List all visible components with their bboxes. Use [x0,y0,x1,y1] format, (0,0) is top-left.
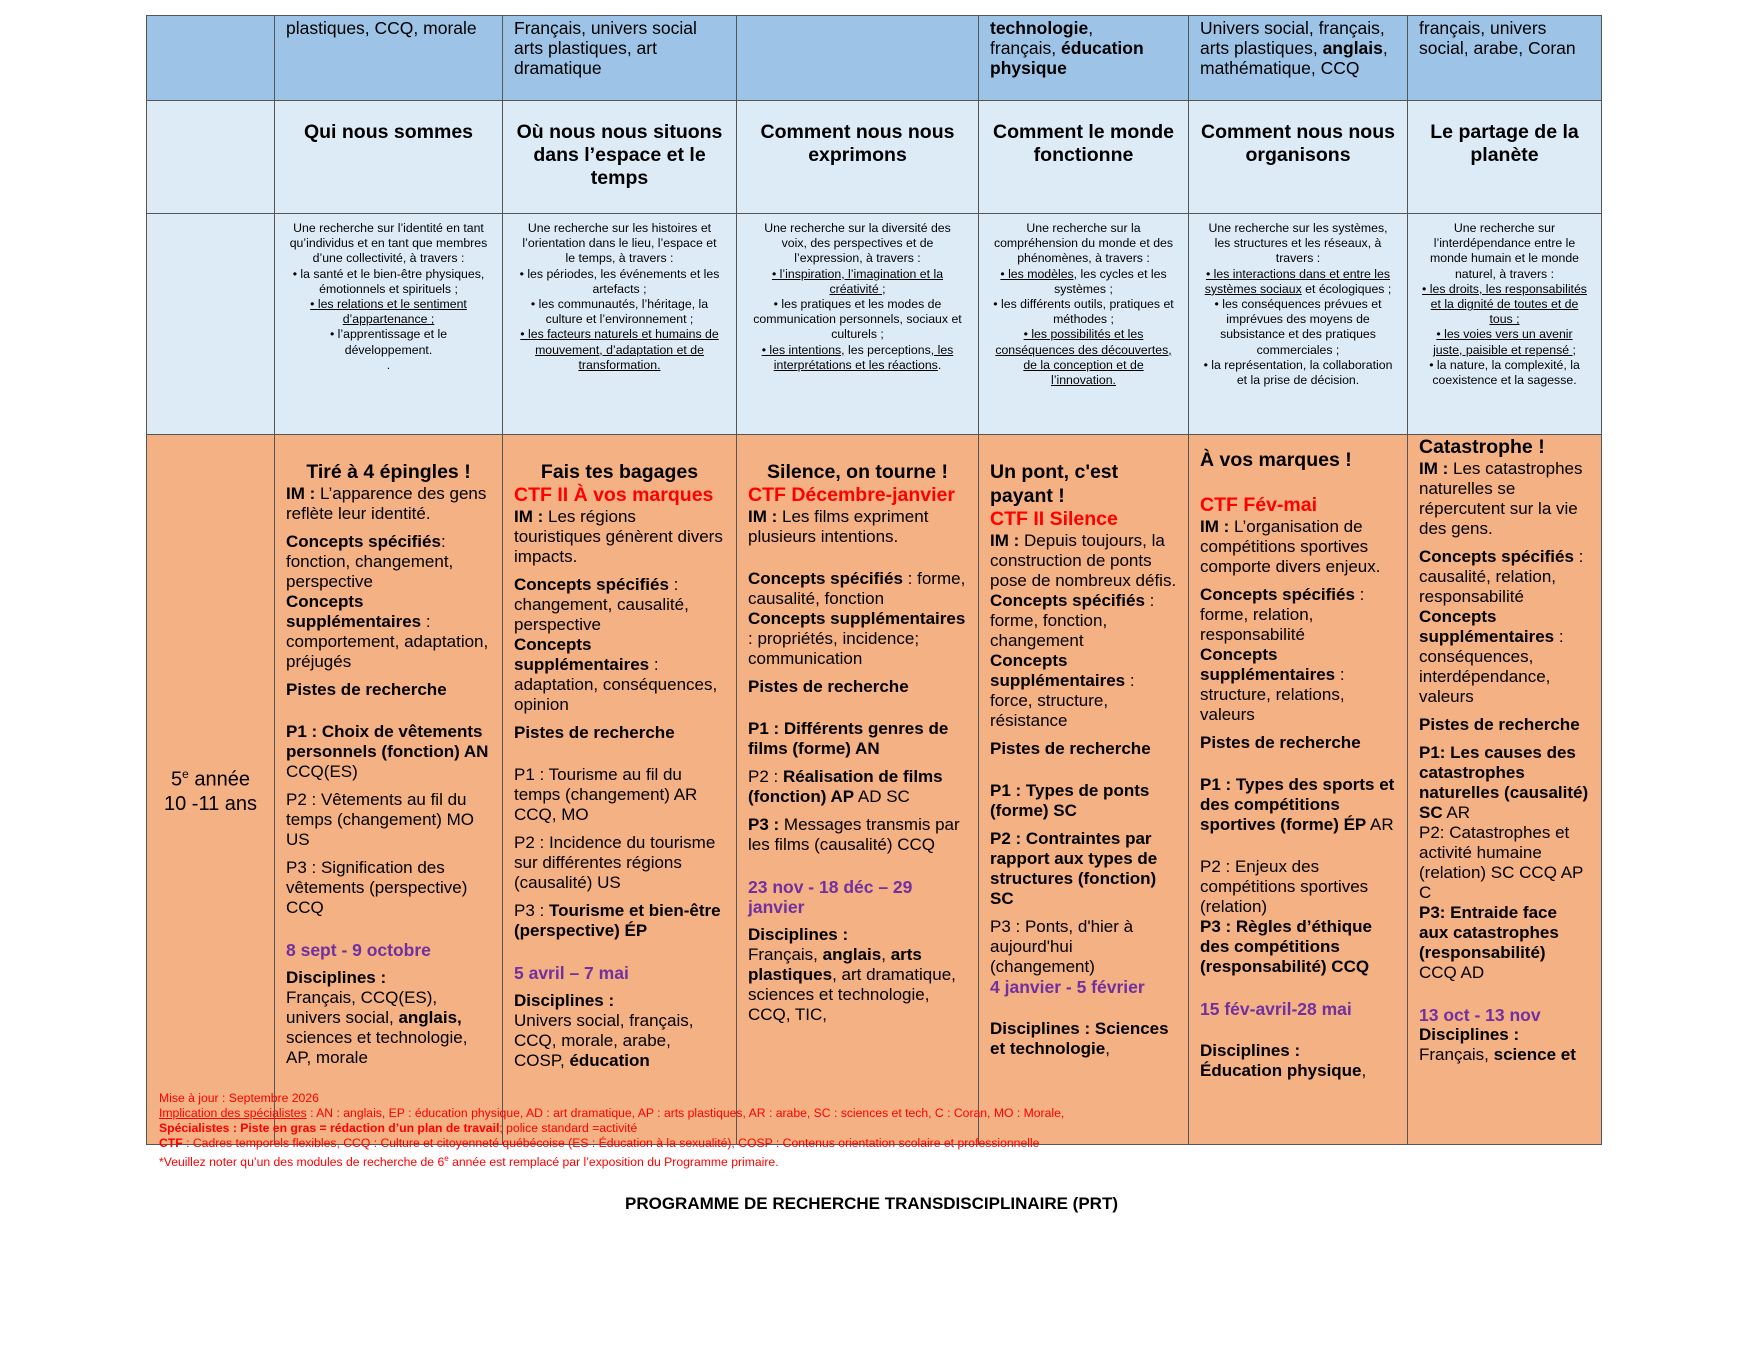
unit-dates: 5 avril – 7 mai [514,963,629,983]
note-text: *Veuillez noter qu’un des modules de recherche de 6 [159,1155,445,1170]
theme-title: Où nous nous situons dans l’espace et le temps [503,101,737,214]
unit-concepts [514,575,725,635]
im-text: Les films expriment plusieurs intentions. [748,507,929,546]
piste-2 [748,767,967,807]
specialists-note [159,1121,1579,1136]
unit-ctf: CTF Décembre-janvier [748,484,955,506]
piste-3-rest: CCQ AD [1419,963,1485,982]
disciplines-label: Disciplines : [1200,1041,1301,1060]
disc-text: Univers social, français, CCQ, morale, arabe, COSP, [514,1011,694,1070]
im-label: IM : [514,507,544,526]
theme-title: Le partage de la planète [1408,101,1602,214]
unit-cell-6 [1408,435,1602,1145]
concepts-text: : changement, causalité, perspective [514,575,689,634]
footnotes [159,1091,1579,1170]
subjects-cell-1 [275,16,503,101]
piste-1 [1419,743,1590,823]
unit-dates: 4 janvier - 5 février [990,977,1145,997]
theme-description-6 [1408,214,1602,435]
specialists-text: ; police standard =activité [499,1121,638,1135]
piste-3: P3 : Ponts, d'hier à aujourd'hui (changement) [990,917,1134,976]
disc-text: , [881,945,886,964]
im-text: Depuis toujours, la construction de ponts pose de nombreux défis. [990,531,1177,590]
concepts-supp-label: Concepts supplémentaires [748,609,966,628]
unit-concepts [1419,547,1590,607]
concepts-supp-text: : propriétés, incidence; communication [748,629,920,668]
piste-2: P2: Catastrophes et activité humaine (relation) SC CCQ AP C [1419,823,1584,902]
desc-bullet: • les périodes, les événements et les artefacts ; [519,266,720,296]
subjects-text: mathématique, CCQ [1200,58,1360,78]
piste-1 [1200,775,1396,835]
unit-im [1200,517,1396,577]
spec-label: Implication des spécialistes [159,1106,307,1120]
desc-intro: Une recherche sur les histoires et l’orientation dans le lieu, l’espace et le temps, à travers : [522,221,717,266]
piste-text: P2 : [748,767,779,786]
subjects-text: français, univers social, arabe, Coran [1419,18,1576,58]
ctf-text: : Cadres temporels flexibles, CCQ : Culture et citoyenneté québécoise (ES : Éducation à la sexualité), COSP : Contenus orientation scolaire et professionnelle [182,1136,1040,1150]
unit-concepts-supp [514,635,725,715]
desc-bullet: • les pratiques et les modes de communication personnels, sociaux et culturels ; [753,297,962,342]
unit-title: Silence, on tourne ! [767,461,948,483]
subjects-text: Univers social, français, [1200,18,1385,38]
piste-2: P2 : Incidence du tourisme sur différentes régions (causalité) US [514,833,716,892]
grade6-note [159,1151,1579,1170]
subjects-bold: anglais [1322,38,1383,58]
concepts-label: Concepts spécifiés [990,591,1145,610]
subjects-bold: éducation physique [990,38,1144,78]
piste-1: P1 : Différents genres de films (forme) AN [748,719,949,758]
unit-dates: 8 sept - 9 octobre [286,940,431,960]
disc-bold: arts plastiques [748,945,922,984]
subjects-bold: technologie [990,18,1089,38]
unit-cell-5 [1189,435,1408,1145]
subjects-cell-5 [1189,16,1408,101]
theme-blank-cell [147,101,275,214]
pistes-heading: Pistes de recherche [1419,715,1580,734]
desc-intro: Une recherche sur la diversité des voix, des perspectives et de l’expression, à travers : [764,221,951,266]
desc-underlined: • les interactions dans et entre les systèmes sociaux [1204,266,1391,296]
piste-1 [286,722,491,782]
unit-ctf: CTF II À vos marques [514,484,714,506]
disc-text: , art dramatique, sciences et technologie, CCQ, TIC, [748,965,956,1024]
unit-concepts [1200,585,1396,645]
piste-text: CCQ(ES) [286,762,358,781]
unit-concepts-supp [748,609,967,669]
desc-bullet: • les droits, les responsabilités et la dignité de toutes et de tous ; [1422,281,1587,327]
disciplines-text [1419,1045,1590,1065]
note-sup: e [444,1154,449,1163]
pistes-heading: Pistes de recherche [286,680,447,699]
grade-sup: e [182,766,189,781]
themes-row [147,101,1602,214]
piste-text: AR [1442,803,1471,822]
unit-title: Un pont, c'est payant ! [990,461,1119,507]
subjects-text: arts plastiques, art dramatique [514,38,657,78]
disciplines-text [990,1019,1177,1059]
disc-text: Français, [748,945,818,964]
im-label: IM : [286,484,316,503]
unit-concepts-supp [286,592,491,672]
disc-bold: éducation [564,1051,650,1070]
subjects-text: , [1088,18,1094,38]
unit-cell-1 [275,435,503,1145]
disciplines-text [514,1011,725,1071]
subjects-text: , [1382,38,1388,58]
desc-bullet: • les facteurs naturels et humains de mouvement, d’adaptation et de transformation. [520,327,719,372]
disc-bold: anglais, [393,1008,462,1027]
desc-intro: Une recherche sur les systèmes, les structures et les réseaux, à travers : [1208,221,1388,266]
desc-text: les perceptions [844,342,931,357]
disc-text: sciences et technologie, AP, morale [286,1028,468,1067]
concepts-supp-text: : adaptation, conséquences, opinion [514,655,718,714]
unit-cell-4 [979,435,1189,1145]
unit-im [286,484,491,524]
disc-text: , [1361,1061,1367,1080]
spec-text: : AN : anglais, EP : éducation physique, AD : art dramatique, AP : arts plastiques, AR : arabe, SC : sciences et tech, C : Coran, MO : Morale, [306,1106,1065,1120]
desc-bullet: • les possibilités et les conséquences des découvertes, de la conception et de l’innovation. [995,327,1172,388]
desc-bullet: • les relations et le sentiment d’appartenance ; [310,297,467,327]
piste-2: P2 : Contraintes par rapport aux types de structures (fonction) SC [990,829,1158,908]
subjects-text: plastiques, CCQ, morale [286,18,477,38]
subjects-cell-4 [979,16,1189,101]
update-note: Mise à jour : Septembre 2026 [159,1091,319,1105]
desc-intro: Une recherche sur l’interdépendance entre le monde humain et le monde naturel, à travers : [1429,221,1580,281]
piste-3: P3 : Règles d’éthique des compétitions (responsabilité) CCQ [1200,917,1372,976]
im-label: IM : [1200,517,1230,536]
pistes-heading: Pistes de recherche [1200,733,1361,752]
desc-underlined: • les intentions, [761,342,845,357]
concepts-label: Concepts spécifiés [1200,585,1355,604]
concepts-label: Concepts spécifiés [1419,547,1574,566]
piste-1: P1 : Types de ponts (forme) SC [990,781,1150,820]
prt-table [146,15,1602,1145]
unit-title: Tiré à 4 épingles ! [306,461,471,483]
unit-concepts-supp [1200,645,1396,725]
concepts-label: Concepts spécifiés [514,575,669,594]
piste-3: P3: Entraide face aux catastrophes (responsabilité) [1419,903,1559,962]
unit-ctf: CTF II Silence [990,508,1118,530]
piste-bold: P1: Les causes des catastrophes naturelles (causalité) SC [1419,743,1589,822]
piste-bold: P3 : [748,815,780,834]
unit-concepts-supp [990,651,1177,731]
piste-3: P3 : Signification des vêtements (perspective) CCQ [286,858,468,917]
note-text: année est remplacé par l’exposition du Programme primaire. [448,1155,779,1170]
grade-label: année [188,768,250,791]
desc-bullet: • la nature, la complexité, la coexistence et la sagesse. [1429,357,1580,388]
unit-dates: 15 fév-avril-28 mai [1200,999,1352,1019]
disciplines-text [1200,1061,1396,1081]
im-text: L’apparence des gens reflète leur identité. [286,484,487,523]
subjects-cell-2 [503,16,737,101]
specialists-involvement-note [159,1106,1579,1121]
unit-concepts-supp [1419,607,1590,707]
desc-intro: Une recherche sur l’identité en tant qu’individus et en tant que membres d’une collectivité, à travers : [289,221,488,266]
unit-im [1419,459,1590,539]
theme-description-1 [275,214,503,435]
concepts-supp-label: Concepts supplémentaires [990,651,1126,690]
concepts-supp-text: : force, structure, résistance [990,671,1135,730]
grade-cell [147,435,275,1145]
desc-bullet [1203,267,1393,297]
desc-underlined: , les interprétations et les réactions [773,342,954,372]
concepts-supp-text: : conséquences, interdépendance, valeurs [1419,627,1564,706]
im-label: IM : [1419,459,1449,478]
desc-bullet: . [386,357,391,372]
disc-bold: anglais [817,945,882,964]
concepts-supp-label: Concepts supplémentaires [1419,607,1555,646]
piste-bold: Tourisme et bien-être (perspective) ÉP [514,901,721,940]
document-title: PROGRAMME DE RECHERCHE TRANSDISCIPLINAIRE (PRT) [624,1194,1119,1213]
unit-im [748,507,967,547]
units-row [147,435,1602,1145]
piste-text: AR [1366,815,1394,834]
specialists-bold: Spécialistes : Piste en gras = rédaction d’un plan de travail [159,1121,500,1135]
unit-concepts [748,569,967,609]
desc-underlined: • les modèles, [1000,266,1078,281]
desc-intro: Une recherche sur la compréhension du monde et des phénomènes, à travers : [993,221,1174,266]
pistes-heading: Pistes de recherche [514,723,675,742]
subjects-cell-3 [737,16,979,101]
ctf-label: CTF [159,1136,183,1150]
theme-title: Comment nous nous exprimons [737,101,979,214]
desc-bullet: • les conséquences prévues et imprévues des moyens de subsistance et des pratiques commerciales ; [1214,297,1382,357]
desc-bullet [751,343,964,373]
unit-title: À vos marques ! [1200,449,1352,471]
unit-dates: 23 nov - 18 déc – 29 janvier [748,877,913,917]
disc-text: , [1105,1039,1110,1058]
concepts-supp-text: : structure, relations, valeurs [1200,665,1345,724]
im-text: L’organisation de compétitions sportives comporte divers enjeux. [1200,517,1381,576]
im-text: Les régions touristiques génèrent divers impacts. [514,507,723,566]
disciplines-label: Disciplines : Sciences et technologie [990,1019,1169,1058]
unit-title: Fais tes bagages [540,461,699,483]
desc-bullet: • la représentation, la collaboration et la prise de décision. [1203,357,1393,388]
ctf-note [159,1136,1579,1151]
piste-2: P2 : Vêtements au fil du temps (changement) MO US [286,790,475,849]
subjects-cell-6 [1408,16,1602,101]
concepts-supp-label: Concepts supplémentaires [1200,645,1336,684]
desc-bullet: • les voies vers un avenir juste, paisible et repensé ; [1433,327,1576,357]
pistes-heading: Pistes de recherche [990,739,1151,758]
concepts-label: Concepts spécifiés [286,532,441,551]
grade-ages: 10 -11 ans [163,793,258,816]
unit-cell-2 [503,435,737,1145]
theme-description-5 [1189,214,1408,435]
concepts-supp-label: Concepts supplémentaires [514,635,650,674]
subjects-text: français, [990,38,1057,58]
disc-bold: science et [1488,1045,1576,1064]
piste-bold: Réalisation de films (fonction) AP [748,767,943,806]
piste-text: Messages transmis par les films (causalité) CCQ [748,815,960,854]
concepts-supp-label: Concepts supplémentaires [286,592,422,631]
theme-title: Comment le monde fonctionne [979,101,1189,214]
unit-cell-3 [737,435,979,1145]
im-label: IM : [748,507,778,526]
unit-title: Catastrophe ! [1419,436,1545,458]
theme-description-4 [979,214,1189,435]
desc-bullet: • les communautés, l’héritage, la culture et l’environnement ; [530,297,709,327]
desc-bullet [993,267,1174,297]
desc-bullet: • l’apprentissage et le développement. [329,327,448,357]
desc-blank-cell [147,214,275,435]
disc-text: Français, CCQ(ES), univers social, [286,988,438,1027]
desc-text: les cycles et les systèmes ; [1054,266,1167,296]
disciplines-text [286,988,491,1068]
theme-description-2 [503,214,737,435]
unit-concepts [286,532,491,592]
theme-title: Qui nous sommes [275,101,503,214]
disciplines-text [748,945,967,1025]
disciplines-label: Disciplines : [1419,1025,1520,1044]
disciplines-label: Disciplines : [286,968,387,987]
unit-ctf: CTF Fév-mai [1200,494,1318,516]
desc-text: . [937,357,942,372]
concepts-text: : forme, causalité, fonction [748,569,966,608]
concepts-text: : fonction, changement, perspective [286,532,454,591]
piste-1: P1 : Tourisme au fil du temps (changement) AR CCQ, MO [514,765,698,824]
desc-bullet: • la santé et le bien-être physiques, émotionnels et spirituels ; [292,266,485,296]
unit-im [990,531,1177,591]
desc-text: et écologiques ; [1301,281,1392,296]
im-label: IM : [990,531,1020,550]
theme-title: Comment nous nous organisons [1189,101,1408,214]
grade-number: 5 [171,768,183,791]
pistes-heading: Pistes de recherche [748,677,909,696]
piste-bold: P1 : Choix de vêtements personnels (fonction) AN [286,722,489,761]
desc-bullet: • l’inspiration, l’imagination et la créativité ; [771,266,944,296]
disc-text: Français, [1419,1045,1489,1064]
piste-text: P3 : [514,901,545,920]
unit-im [514,507,725,567]
unit-dates: 13 oct - 13 nov [1419,1005,1541,1025]
descriptions-row [147,214,1602,435]
subjects-text: arts plastiques, [1200,38,1318,58]
disciplines-label: Disciplines : [514,991,615,1010]
disciplines-label: Disciplines : [748,925,849,944]
disc-bold: Éducation physique [1200,1061,1362,1080]
desc-bullet: • les différents outils, pratiques et méthodes ; [993,297,1174,327]
piste-3 [748,815,967,855]
subjects-grade-cell [147,16,275,101]
concepts-text: : forme, fonction, changement [990,591,1155,650]
concepts-text: : causalité, relation, responsabilité [1419,547,1584,606]
piste-3 [514,901,725,941]
concepts-text: : forme, relation, responsabilité [1200,585,1365,644]
subjects-row [147,16,1602,101]
theme-description-3 [737,214,979,435]
concepts-supp-text: : comportement, adaptation, préjugés [286,612,489,671]
piste-text: AD SC [854,787,910,806]
im-text: Les catastrophes naturelles se répercutent sur la vie des gens. [1419,459,1583,538]
piste-2: P2 : Enjeux des compétitions sportives (relation) [1200,857,1369,916]
concepts-label: Concepts spécifiés [748,569,903,588]
piste-bold: P1 : Types des sports et des compétitions sportives (forme) ÉP [1200,775,1395,834]
subjects-text: Français, univers social [514,18,697,38]
unit-concepts [990,591,1177,651]
